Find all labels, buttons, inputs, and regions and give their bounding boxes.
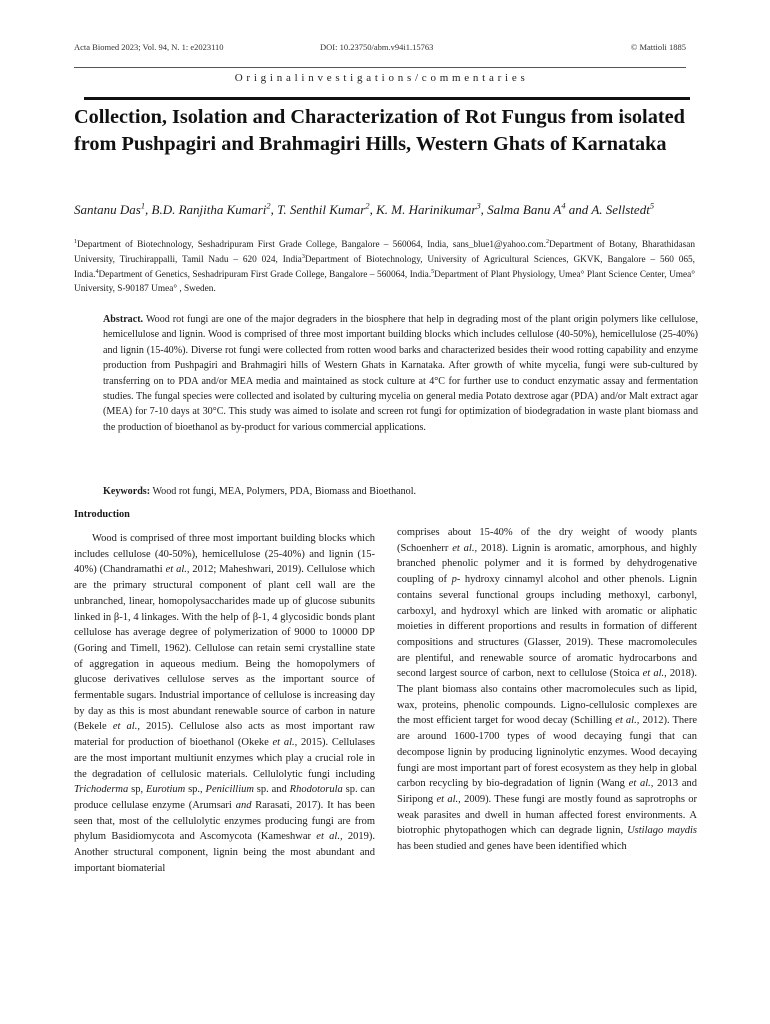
affiliation-text: Department of Biotechnology, Seshadripuram First Grade College, Bangalore – 560064, India, sans_blue1@yahoo.com. — [77, 240, 546, 250]
keywords-text: Wood rot fungi, MEA, Polymers, PDA, Biomass and Bioethanol. — [152, 486, 417, 497]
body-text: Rarasati, 2017). It has been seen that, most of the cellulolytic enzymes producing fungi are from phylum Basidiomycota and Ascomycota (Kameshwar — [74, 799, 375, 843]
copyright: © Mattioli 1885 — [630, 42, 686, 52]
author-affiliation-marker: 3 — [476, 200, 481, 211]
body-text: 2013 and Siripong — [397, 778, 697, 805]
body-text: 2015). Cellulose also acts as most important raw material for production of bioethanol (Okeke — [74, 721, 375, 749]
author-separator: , — [270, 202, 278, 217]
affiliation-text: Department of Genetics, Seshadripuram First Grade College, Bangalore – 560064, India. — [98, 269, 432, 280]
keywords-label: Keywords: — [103, 486, 151, 497]
body-text: 2018). Lignin is aromatic, amorphous, and highly branched phenolic polymer and it is formed by dehydrogenative coupling of — [397, 542, 698, 586]
author-name: K. M. Harinikumar — [376, 202, 477, 217]
keywords — [103, 484, 698, 499]
introduction-heading: Introduction — [74, 509, 130, 520]
affiliation-text: Department of Botany, Bharathidasan University, Tiruchirappalli, Tamil Nadu – 620 024, India — [74, 240, 696, 265]
italic-term: Ustilago maydis — [627, 825, 697, 837]
body-text: comprises about 15-40% of the dry weight of woody plants (Schoenherr — [397, 527, 697, 554]
journal-citation: Acta Biomed 2023; Vol. 94, N. 1: e2023110 — [74, 42, 224, 52]
italic-term: Eurotium — [145, 784, 186, 796]
italic-term: and — [235, 799, 252, 811]
body-text: 2012). There are around 1600-1700 types of wood decaying fungi that can decompose lignin by producing ligninolytic enzymes. Wood decaying fungi are most important part of forest ecosystem as they help in global carbon recycling by bio-degradation of lignin (Wang — [397, 715, 697, 790]
author-affiliation-marker: 5 — [649, 200, 655, 211]
affiliations — [74, 238, 695, 297]
body-text: Wood is comprised of three most important building blocks which includes cellulose (40-50%), hemicellulose (25-40%) and lignin (15-40%) (Chandramathi — [74, 533, 375, 576]
italic-term: et al., — [628, 778, 654, 790]
italic-term: Rhodotorula — [289, 784, 343, 796]
affiliation-marker: 1 — [74, 238, 78, 245]
author-affiliation-marker: 2 — [365, 200, 370, 211]
body-text: 2009). These fungi are mostly found as saprotrophs or weak parasites and dwell in human affected forest environments. A biotrophic phytopathogen which can degrade lignin, — [397, 793, 697, 837]
body-text: 2019). Another structural component, lignin being the most abundant and important biomaterial — [74, 831, 375, 874]
italic-term: et al., — [452, 542, 478, 554]
author-name: Salma Banu A — [487, 202, 562, 217]
abstract-text: Wood rot fungi are one of the major degraders in the biosphere that help in degrading most of the plant origin polymers like cellulose, hemicellulose and lignin. Wood is comprised of three most important building blocks which includes cellulose (40-50%), hemicellulose (25-40%) and lignin (15-40%). Diverse rot fungi were collected from rotten wood barks and characterized besides their wood rotting capability and enzyme production from Pushpagiri and Brahmagiri hills of Western Ghats in Karnataka. After growth of white mycelia, fungi were sub-cultured by transferring on to PDA and/or MEA media and maintained as stock culture at 4°C for further use to conduct enzymatic assay and fermentation studies. The fungal species were collected and isolated by culturing mycelia on general media Potato dextrose agar (PDA) and/or Malt extract agar (MEA) for 7-10 days at 30°C. This study was aimed to isolate and screen rot fungi for optimization of biodegradation in waste plant biomass and the production of bioethanol as by-product for various commercial applications. — [103, 314, 698, 433]
body-text: has been studied and genes have been identified which — [397, 841, 627, 853]
italic-term: et al., — [165, 564, 190, 576]
italic-term: et al., — [436, 793, 461, 805]
author-affiliation-marker: 4 — [561, 200, 566, 211]
author-separator: , — [145, 202, 152, 217]
title-rule — [84, 97, 690, 100]
author-affiliation-marker: 1 — [140, 200, 146, 211]
body-text: 2012; Maheshwari, 2019). Cellulose which are the primary structural component of plant cell wall are the unbranched, linear, homopolysaccharides made up of glucose subunits linked in β-1, 4 linkages. With the help of β-1, 4 glycosidic bonds plant cellulose has average degree of polymerization of 9000 to 10000 DP (Goring and Timell, 1962). Cellulose can retain semi crystalline state of aggregation in aqueous medium. Being the homopolymers of glucose derivatives cellulose serves as the important source of fermentable sugars. Industrial importance of cellulose is increasing day by day as this is most abundant renewable source of carbon in nature (Bekele — [74, 564, 375, 733]
affiliation-text: Department of Plant Physiology, Umea° Plant Science Center, Umea° University, S-90187 Umea° , Sweden. — [74, 269, 695, 295]
body-text: sp, — [128, 784, 146, 796]
body-column-left — [74, 531, 375, 876]
body-text: sp. and — [253, 784, 290, 796]
author-affiliation-marker: 2 — [266, 200, 271, 211]
body-text: 2015). Cellulases are the most important multiunit enzymes which play a crucial role in the degradation of cellulosic materials. Cellulolytic fungi including — [74, 737, 375, 780]
author-name: Santanu Das — [74, 202, 141, 217]
section-type: O r i g i n a l i n v e s t i g a t i o n s / c o m m e n t a r i e s — [234, 72, 526, 84]
author-name: B.D. Ranjitha Kumari — [151, 202, 267, 217]
italic-term: et al., — [112, 721, 140, 733]
author-name: A. Sellstedt — [591, 202, 650, 217]
affiliation-marker: 5 — [431, 268, 435, 275]
abstract — [103, 312, 698, 435]
italic-term: et al., — [316, 831, 343, 843]
affiliation-text: Department of Biotechnology, University of Agricultural Sciences, GKVK, Bangalore – 560 065, India. — [74, 254, 695, 280]
header-rule — [74, 67, 686, 68]
italic-term: et al., — [615, 715, 640, 727]
affiliation-marker: 3 — [301, 253, 305, 260]
body-text: - hydroxy cinnamyl alcohol and other phenols. Lignin contains several functional groups including methoxyl, carbonyl, carboxyl, and hydroxyl which are linked with aromatic or aliphatic moieties in different proportions and results in formation of different compositions and structures (Glasser, 2019). These macromolecules are plentiful, and renewable source of aromatic hydrocarbons and second largest source of carbon, next to cellulose (Stoica — [397, 574, 697, 680]
article-title: Collection, Isolation and Characterization of Rot Fungus from isolated from Pushpagiri and Brahmagiri Hills, Western Ghats of Karnataka — [74, 106, 685, 155]
body-text: 2018). The plant biomass also contains other macromolecules such as lipid, wax, proteins, phenolic compounds. Ligno-cellulosic complexes are the most efficient target for wood decay (Schilling — [397, 668, 698, 727]
doi-link[interactable]: DOI: 10.23750/abm.v94i1.15763 — [320, 42, 434, 52]
italic-term: Trichoderma — [74, 784, 129, 796]
author-name: T. Senthil Kumar — [277, 202, 366, 217]
author-list — [74, 200, 700, 219]
body-text: sp. can produce cellulase enzyme (Arumsari — [74, 784, 375, 811]
author-separator: and — [565, 202, 592, 217]
abstract-label: Abstract. — [103, 314, 144, 325]
italic-term: p — [451, 574, 457, 586]
author-separator: , — [480, 202, 488, 217]
italic-term: et al., — [642, 668, 667, 680]
affiliation-marker: 2 — [545, 238, 549, 245]
italic-term: Penicillium — [205, 784, 254, 796]
body-text: sp., — [185, 784, 206, 796]
affiliation-marker: 4 — [95, 268, 99, 275]
author-separator: , — [369, 202, 377, 217]
italic-term: et al., — [272, 737, 298, 749]
body-column-right — [397, 525, 697, 855]
